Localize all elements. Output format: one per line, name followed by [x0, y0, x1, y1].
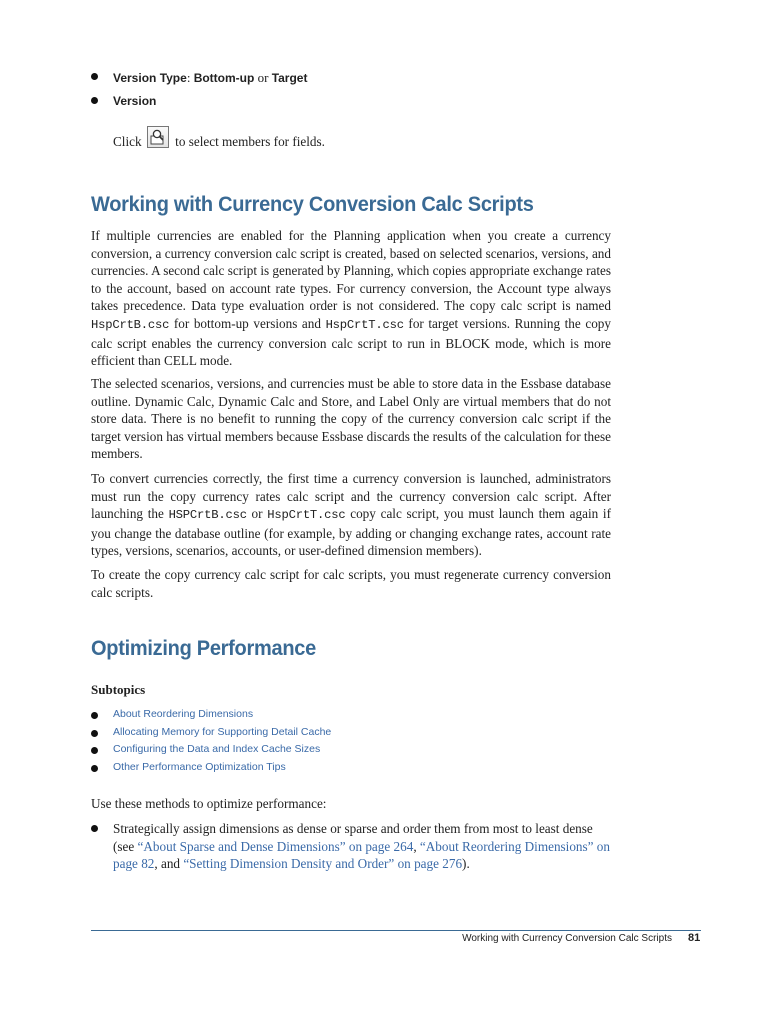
paragraph-methods-intro: Use these methods to optimize performance:	[91, 796, 327, 811]
version-label: Version	[113, 94, 157, 108]
text-run: Strategically assign dimensions as dense or sparse and order them from most to least dense (see	[113, 821, 593, 854]
subtopic-link-cache[interactable]: Configuring the Data and Index Cache Sizes	[113, 743, 321, 755]
link-reordering[interactable]: “About Reordering Dimensions” on page 82	[113, 838, 610, 872]
code-hspcrtt: HspCrtT.csc	[267, 508, 346, 523]
text-run: To convert currencies correctly, the first time a currency conversion is launched, administrators must run the copy currency rates calc script and the currency conversion calc script. After launching the	[91, 471, 611, 522]
subtopic-link-reordering[interactable]: About Reordering Dimensions	[113, 708, 254, 720]
text-run: copy calc script, you must launch them again if you change the database outline (for example, by adding or changing exchange rates, account rate types, versions, scenarios, accounts, or user-defined dimension members).	[91, 506, 611, 559]
target-value: Target	[271, 71, 308, 85]
separator: :	[186, 70, 194, 85]
bullet-dot	[91, 97, 98, 104]
paragraph-convert-correctly	[91, 470, 611, 560]
text-run: for bottom-up versions and	[169, 315, 326, 331]
click-instruction	[113, 131, 325, 153]
section-heading-optimizing-performance: Optimizing Performance	[91, 636, 316, 660]
text-run: , and	[154, 856, 184, 872]
member-selection-icon[interactable]	[147, 126, 169, 148]
code-hspcrtb-upper: HSPCrtB.csc	[168, 508, 247, 523]
version-type-label: Version Type	[113, 71, 187, 85]
paragraph-virtual-members: The selected scenarios, versions, and currencies must be able to store data in the Essbase database outline. Dynamic Calc, Dynamic Calc and Store, and Label Only are virtual members that do not store data. There is no benefit to running the copy of the currency conversion calc script if the target version has virtual members because Essbase discards the results of the calculation for these members.	[91, 376, 611, 462]
page-number: 81	[688, 932, 701, 944]
or-text: or	[254, 70, 272, 85]
bottom-up-value: Bottom-up	[193, 71, 255, 85]
section-heading-currency-conversion: Working with Currency Conversion Calc Scripts	[91, 192, 534, 216]
text-run: If multiple currencies are enabled for the Planning application when you create a currency conversion, a currency conversion calc script is created, based on selected scenarios, versions, and currencies. A second calc script is generated by Planning, which copies appropriate exchange rates to the account, based on account rate types. For currency conversion, the Account type always takes precedence. Data type evaluation order is not considered. The copy calc script is named	[91, 228, 611, 314]
click-text: Click	[113, 134, 142, 149]
subtopics-label: Subtopics	[91, 682, 146, 697]
link-sparse-dense[interactable]: “About Sparse and Dense Dimensions” on page 264	[137, 838, 414, 854]
text-run: ,	[413, 838, 420, 854]
bullet-dot	[91, 730, 98, 737]
version-type-text	[113, 70, 307, 86]
subtopic-link-tips[interactable]: Other Performance Optimization Tips	[113, 761, 286, 773]
footer-rule	[91, 930, 701, 931]
link-density-order[interactable]: “Setting Dimension Density and Order” on page 276	[183, 856, 463, 872]
subtopic-link-memory[interactable]: Allocating Memory for Supporting Detail Cache	[113, 726, 332, 738]
bullet-dot	[91, 712, 98, 719]
paragraph-regenerate: To create the copy currency calc script for calc scripts, you must regenerate currency conversion calc scripts.	[91, 567, 611, 600]
text-run: ).	[462, 856, 470, 872]
paragraph-currency-intro	[91, 227, 611, 370]
code-hspcrtb: HspCrtB.csc	[91, 317, 170, 332]
bullet-dot	[91, 825, 98, 832]
click-after-text: to select members for fields.	[175, 134, 325, 149]
text-run: for target versions. Running the copy calc script enables the currency conversion calc script to run in BLOCK mode, which is more efficient than CELL mode.	[91, 315, 611, 369]
method-bullet-text	[113, 820, 611, 873]
text-run: or	[246, 506, 268, 522]
bullet-dot	[91, 747, 98, 754]
footer-title: Working with Currency Conversion Calc Scripts	[462, 933, 672, 944]
bullet-dot	[91, 73, 98, 80]
code-hspcrtt: HspCrtT.csc	[325, 317, 404, 332]
bullet-dot	[91, 765, 98, 772]
